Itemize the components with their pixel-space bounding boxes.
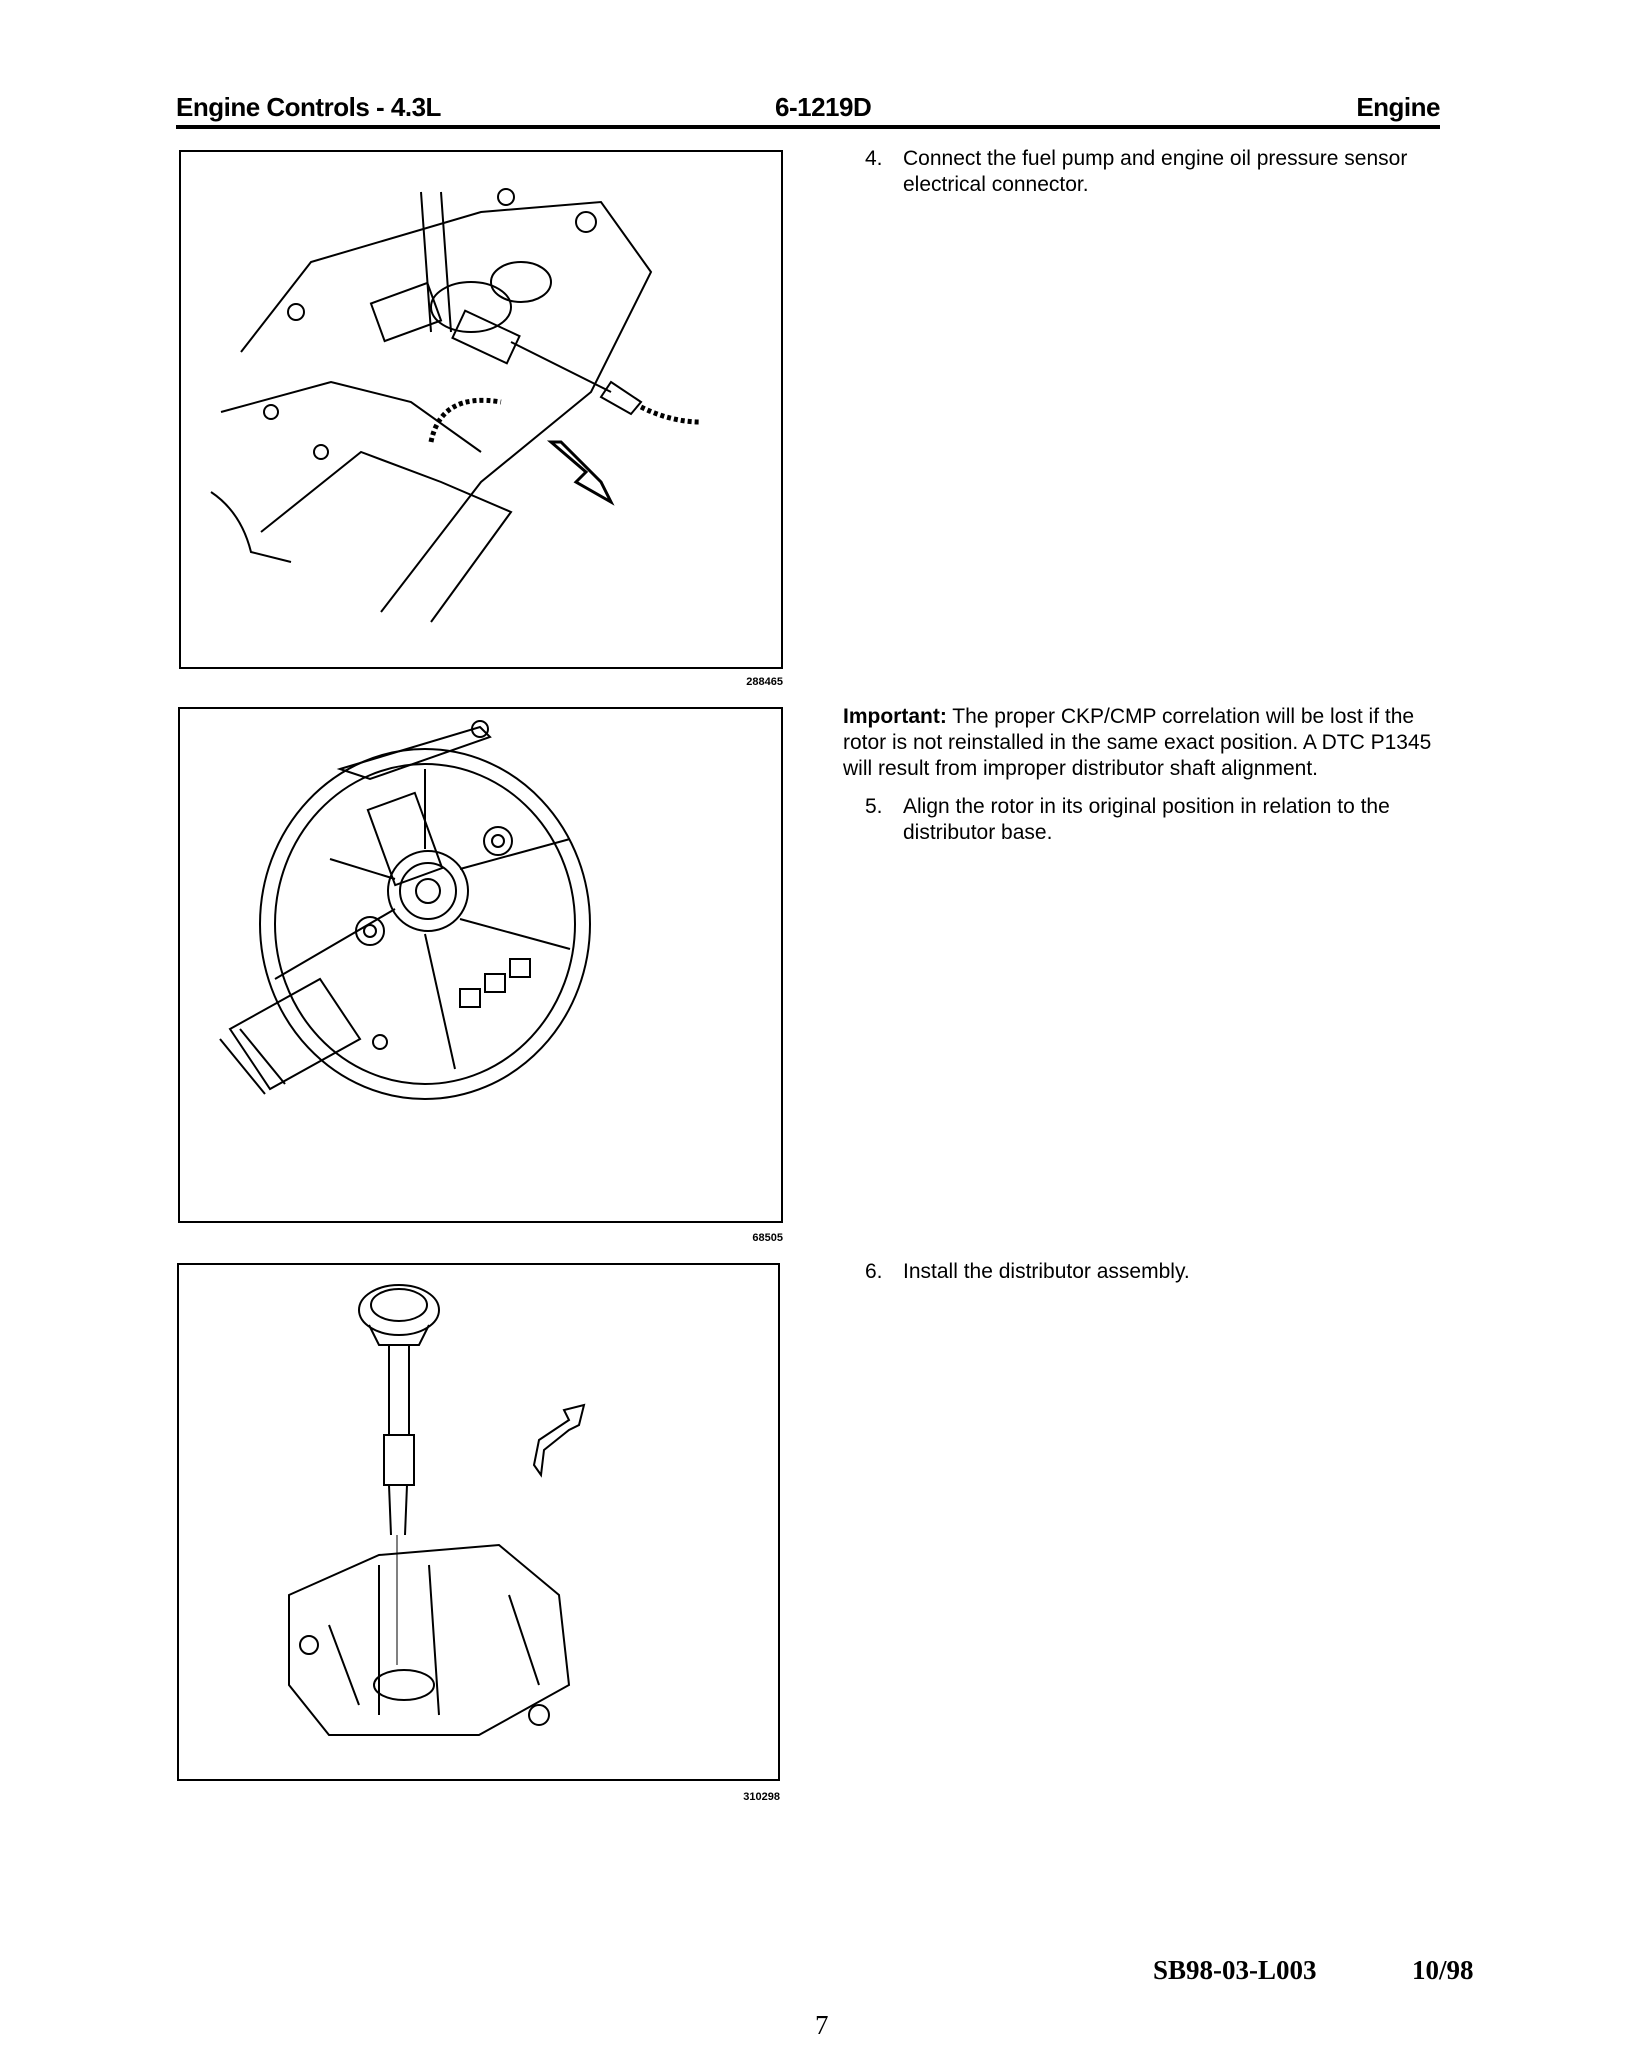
important-label: Important: [843, 705, 947, 728]
step-6 [843, 1259, 1443, 1285]
footer-date: 10/98 [1412, 1955, 1474, 1985]
rotor-illustration [180, 709, 781, 1221]
distributor-illustration [179, 1265, 778, 1779]
figure-distributor-rotor [178, 707, 783, 1223]
important-note [843, 704, 1443, 846]
step-5 [843, 794, 1443, 846]
figure-caption: 310298 [743, 1791, 780, 1803]
header-category: Engine [1356, 92, 1440, 122]
step-number: 4. [865, 147, 883, 170]
step-number: 5. [865, 795, 883, 818]
header-section-title: Engine Controls - 4.3L [176, 92, 441, 122]
figure-caption: 288465 [746, 676, 783, 688]
page-number: 7 [815, 2010, 829, 2040]
step-number: 6. [865, 1260, 883, 1283]
figure-oil-pressure-sensor-connector [179, 150, 783, 669]
figure-distributor-install [177, 1263, 780, 1781]
header-page-ref: 6-1219D [775, 92, 872, 122]
step-text: Connect the fuel pump and engine oil pressure sensor electrical connector. [903, 147, 1408, 196]
step-text: Install the distributor assembly. [903, 1260, 1190, 1283]
engine-illustration [181, 152, 781, 667]
important-text: The proper CKP/CMP correlation will be lost if the rotor is not reinstalled in the same exact position. A DTC P1345 will result from improper distributor shaft alignment. [843, 705, 1432, 780]
step-4 [843, 146, 1443, 198]
step-text: Align the rotor in its original position in relation to the distributor base. [903, 795, 1390, 844]
footer-doc-id: SB98-03-L003 [1153, 1955, 1317, 1985]
figure-caption: 68505 [752, 1232, 783, 1244]
header-rule [176, 125, 1440, 129]
